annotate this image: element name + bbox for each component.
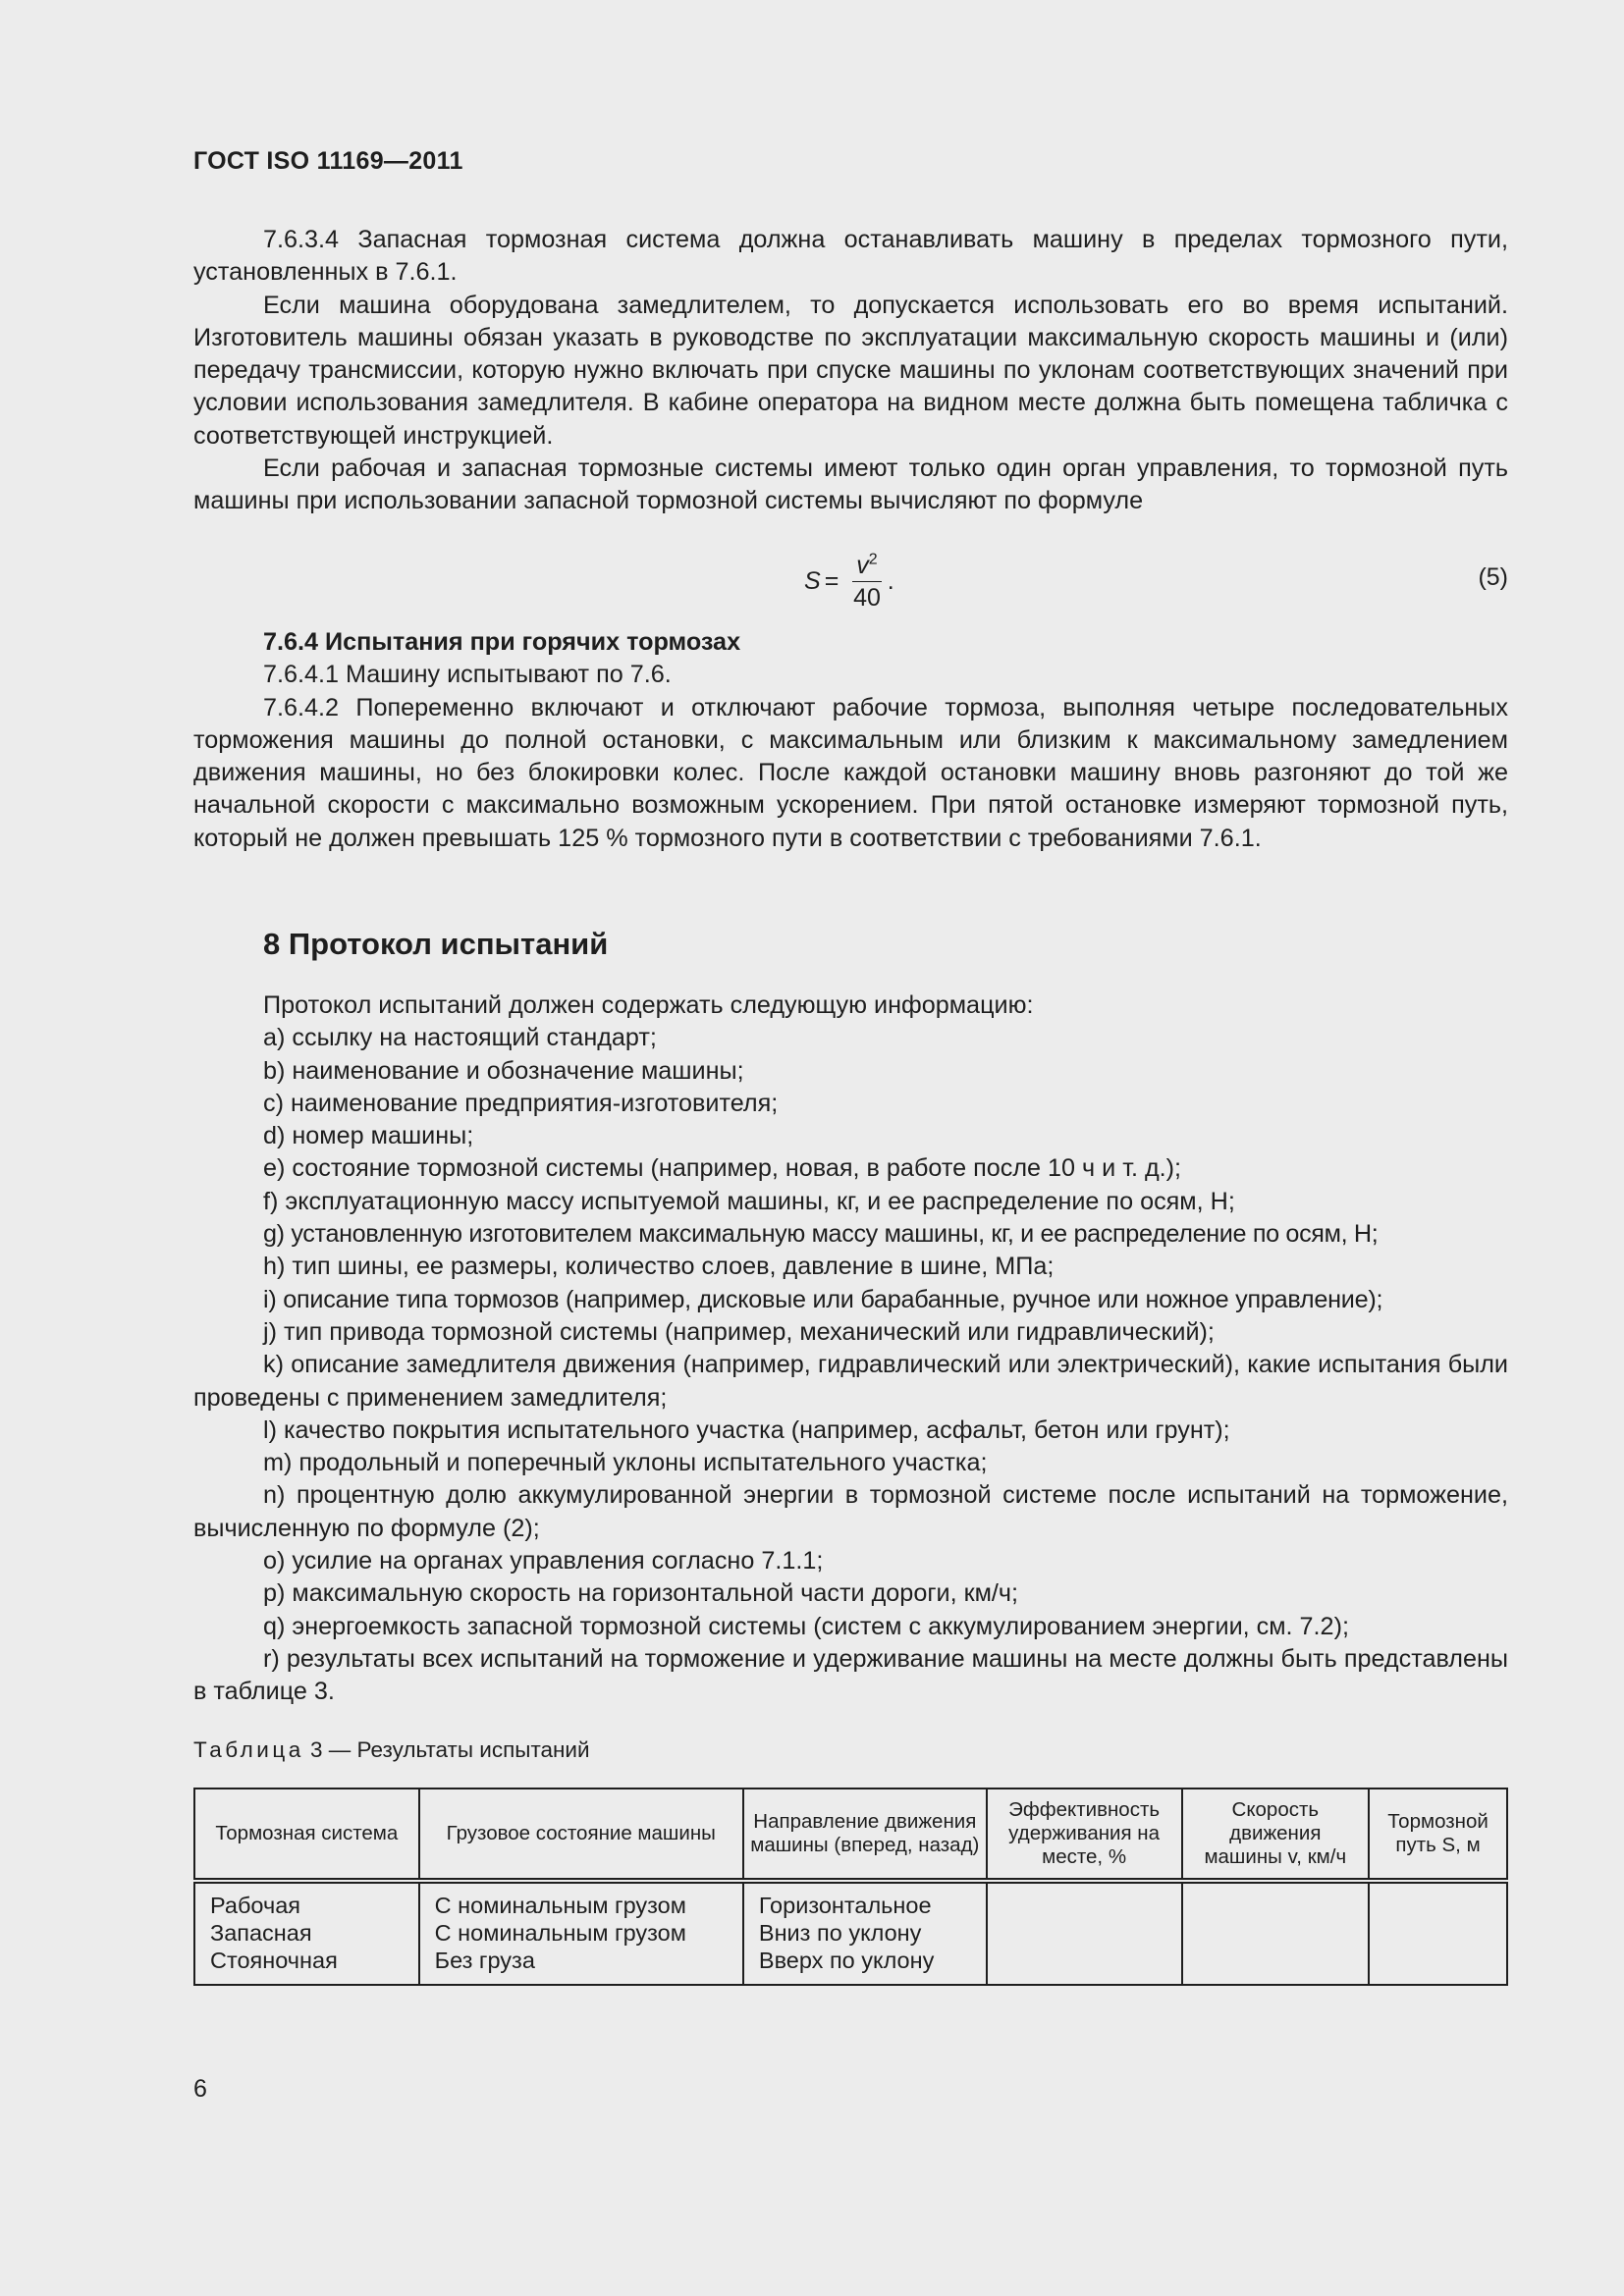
list-item: m) продольный и поперечный уклоны испытательного участка;	[263, 1449, 988, 1477]
paragraph-7-6-4-1: 7.6.4.1 Машину испытывают по 7.6.	[263, 661, 672, 689]
table-caption	[193, 1737, 590, 1763]
table-row	[194, 1881, 1507, 1985]
cell-line: С номинальным грузом	[434, 1893, 686, 1918]
list-item: b) наименование и обозначение машины;	[263, 1056, 744, 1085]
cell-holding-efficiency	[987, 1881, 1182, 1985]
results-table	[193, 1788, 1508, 1986]
header-brake-system: Тормозная система	[194, 1789, 419, 1881]
protocol-list	[193, 989, 1508, 1709]
formula-period: .	[887, 566, 894, 595]
list-item: o) усилие на органах управления согласно 7.1.1;	[263, 1547, 824, 1575]
cell-line: Рабочая	[210, 1893, 301, 1918]
header-speed: Скорость движения машины v, км/ч	[1182, 1789, 1370, 1881]
protocol-intro: Протокол испытаний должен содержать следующую информацию:	[263, 991, 1034, 1019]
list-item: f) эксплуатационную массу испытуемой машины, кг, и ее распределение по осям, Н;	[263, 1187, 1235, 1215]
list-item: k) описание замедлителя движения (например, гидравлический или электрический), какие испытания были проведены с применением замедлителя;	[193, 1351, 1508, 1412]
header-holding-efficiency: Эффективность удерживания на месте, %	[987, 1789, 1182, 1881]
table-caption-word: Таблица	[193, 1737, 304, 1762]
header-load-state: Грузовое состояние машины	[419, 1789, 743, 1881]
cell-line: Стояночная	[210, 1948, 338, 1973]
table-header-row	[194, 1789, 1507, 1881]
list-item: p) максимальную скорость на горизонтальной части дороги, км/ч;	[263, 1579, 1019, 1608]
cell-speed	[1182, 1881, 1370, 1985]
section-8-title: 8 Протокол испытаний	[263, 927, 609, 961]
section-7-6-4	[193, 626, 1508, 855]
list-item: e) состояние тормозной системы (например, новая, в работе после 10 ч и т. д.);	[263, 1154, 1182, 1183]
page-number: 6	[193, 2075, 207, 2103]
cell-directions	[743, 1881, 987, 1985]
list-item: h) тип шины, ее размеры, количество слоев, давление в шине, МПа;	[263, 1253, 1055, 1281]
formula-number: (5)	[1478, 563, 1508, 591]
cell-line: Вниз по уклону	[758, 1920, 922, 1946]
cell-braking-distance	[1369, 1881, 1507, 1985]
cell-line: С номинальным грузом	[434, 1920, 686, 1946]
formula-equals: =	[824, 566, 839, 595]
header-direction: Направление движения машины (вперед, назад)	[743, 1789, 987, 1881]
list-item: g) установленную изготовителем максимальную массу машины, кг, и ее распределение по осям, Н;	[263, 1220, 1379, 1249]
standard-header: ГОСТ ISO 11169—2011	[193, 147, 463, 175]
paragraph-formula-intro: Если рабочая и запасная тормозные системы имеют только один орган управления, то тормозной путь машины при использовании запасной тормозной системы вычисляют по формуле	[193, 454, 1508, 515]
list-item: q) энергоемкость запасной тормозной системы (систем с аккумулированием энергии, см. 7.2);	[263, 1612, 1349, 1640]
cell-line: Вверх по уклону	[758, 1948, 935, 1973]
cell-line: Без груза	[434, 1948, 535, 1973]
heading-7-6-4: 7.6.4 Испытания при горячих тормозах	[263, 628, 741, 656]
cell-brake-systems	[194, 1881, 419, 1985]
list-item: a) ссылку на настоящий стандарт;	[263, 1024, 657, 1052]
paragraph-retarder: Если машина оборудована замедлителем, то допускается использовать его во время испытаний. Изготовитель машины обязан указать в руководстве по эксплуатации максимальную скорость машины и (или) передачу трансмиссии, которую нужно включать при спуске машины по уклонам соответствующих значений при условии использования замедлителя. В кабине оператора на видном месте должна быть помещена табличка с соответствующей инструкцией.	[193, 291, 1508, 450]
list-item: r) результаты всех испытаний на торможение и удерживание машины на месте должны быть представлены в таблице 3.	[193, 1644, 1508, 1706]
list-item: l) качество покрытия испытательного участка (например, асфальт, бетон или грунт);	[263, 1415, 1230, 1444]
formula-exponent: 2	[868, 551, 878, 568]
formula-fraction	[852, 552, 881, 612]
list-item: j) тип привода тормозной системы (например, механический или гидравлический);	[263, 1317, 1215, 1346]
formula-lhs: S	[804, 566, 821, 595]
cell-line: Горизонтальное	[758, 1893, 932, 1918]
cell-load-states	[419, 1881, 743, 1985]
paragraph-7-6-3-4: 7.6.3.4 Запасная тормозная система должна останавливать машину в пределах тормозного пути, установленных в 7.6.1.	[193, 226, 1508, 287]
list-item: c) наименование предприятия-изготовителя;	[263, 1089, 779, 1117]
formula-5	[193, 542, 1508, 620]
table-caption-title: 3 — Результаты испытаний	[310, 1737, 590, 1762]
list-item: d) номер машины;	[263, 1122, 474, 1150]
formula-denominator: 40	[853, 583, 881, 612]
section-7-6-3-4	[193, 224, 1508, 518]
cell-line: Запасная	[210, 1920, 312, 1946]
paragraph-7-6-4-2: 7.6.4.2 Попеременно включают и отключают рабочие тормоза, выполняя четыре последовательных торможения машины до полной остановки, с максимальным или близким к максимальному замедлением движения машины, но без блокировки колес. После каждой остановки машину вновь разгоняют до той же начальной скорости с максимально возможным ускорением. При пятой остановке измеряют тормозной путь, который не должен превышать 125 % тормозного пути в соответствии с требованиями 7.6.1.	[193, 693, 1508, 852]
list-item: n) процентную долю аккумулированной энергии в тормозной системе после испытаний на торможение, вычисленную по формуле (2);	[193, 1481, 1508, 1542]
list-item: i) описание типа тормозов (например, дисковые или барабанные, ручное или ножное управление);	[263, 1285, 1383, 1313]
formula-numerator: v	[856, 551, 869, 579]
header-braking-distance: Тормозной путь S, м	[1369, 1789, 1507, 1881]
